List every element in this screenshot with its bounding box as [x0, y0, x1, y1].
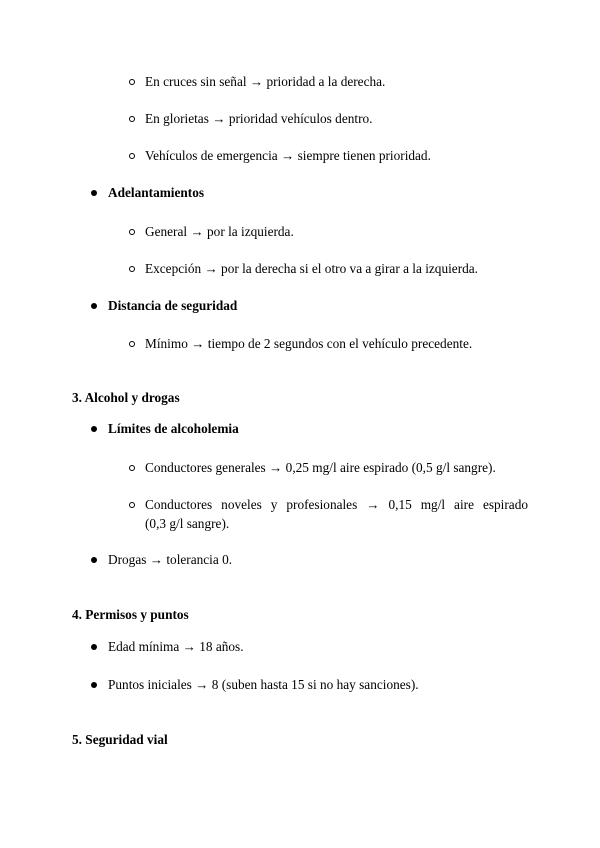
section-3-heading: 3. Alcohol y drogas — [72, 390, 180, 405]
overtaking-title: Adelantamientos — [108, 185, 205, 200]
disc-bullet-icon — [91, 426, 97, 432]
circle-bullet-icon — [129, 341, 135, 347]
alcohol-limit-novice-line2: (0,3 g/l sangre). — [145, 516, 230, 531]
circle-bullet-icon — [129, 266, 135, 272]
priority-item: Vehículos de emergencia → siempre tienen prioridad. — [145, 148, 431, 163]
alcohol-limit-novice — [145, 495, 528, 533]
disc-bullet-icon — [91, 190, 97, 196]
disc-bullet-icon — [91, 682, 97, 688]
alcohol-limit-novice-line1: Conductores noveles y profesionales → 0,15 mg/l aire espirado — [145, 497, 528, 512]
circle-bullet-icon — [129, 79, 135, 85]
disc-bullet-icon — [91, 557, 97, 563]
permits-item: Puntos iniciales → 8 (suben hasta 15 si no hay sanciones). — [108, 677, 419, 692]
circle-bullet-icon — [129, 116, 135, 122]
overtaking-item: General → por la izquierda. — [145, 224, 294, 239]
circle-bullet-icon — [129, 153, 135, 159]
disc-bullet-icon — [91, 644, 97, 650]
section-5-heading: 5. Seguridad vial — [72, 732, 168, 747]
circle-bullet-icon — [129, 465, 135, 471]
disc-bullet-icon — [91, 303, 97, 309]
alcohol-limits-title: Límites de alcoholemia — [108, 421, 239, 436]
circle-bullet-icon — [129, 502, 135, 508]
circle-bullet-icon — [129, 229, 135, 235]
drugs-item: Drogas → tolerancia 0. — [108, 552, 233, 567]
section-4-heading: 4. Permisos y puntos — [72, 607, 189, 622]
safety-distance-title: Distancia de seguridad — [108, 298, 238, 313]
permits-item: Edad mínima → 18 años. — [108, 639, 244, 654]
priority-item: En glorietas → prioridad vehículos dentro. — [145, 111, 373, 126]
overtaking-item: Excepción → por la derecha si el otro va a girar a la izquierda. — [145, 261, 479, 276]
alcohol-limit-general: Conductores generales → 0,25 mg/l aire espirado (0,5 g/l sangre). — [145, 460, 496, 475]
priority-item: En cruces sin señal → prioridad a la derecha. — [145, 74, 386, 89]
safety-distance-item: Mínimo → tiempo de 2 segundos con el vehículo precedente. — [145, 336, 473, 351]
